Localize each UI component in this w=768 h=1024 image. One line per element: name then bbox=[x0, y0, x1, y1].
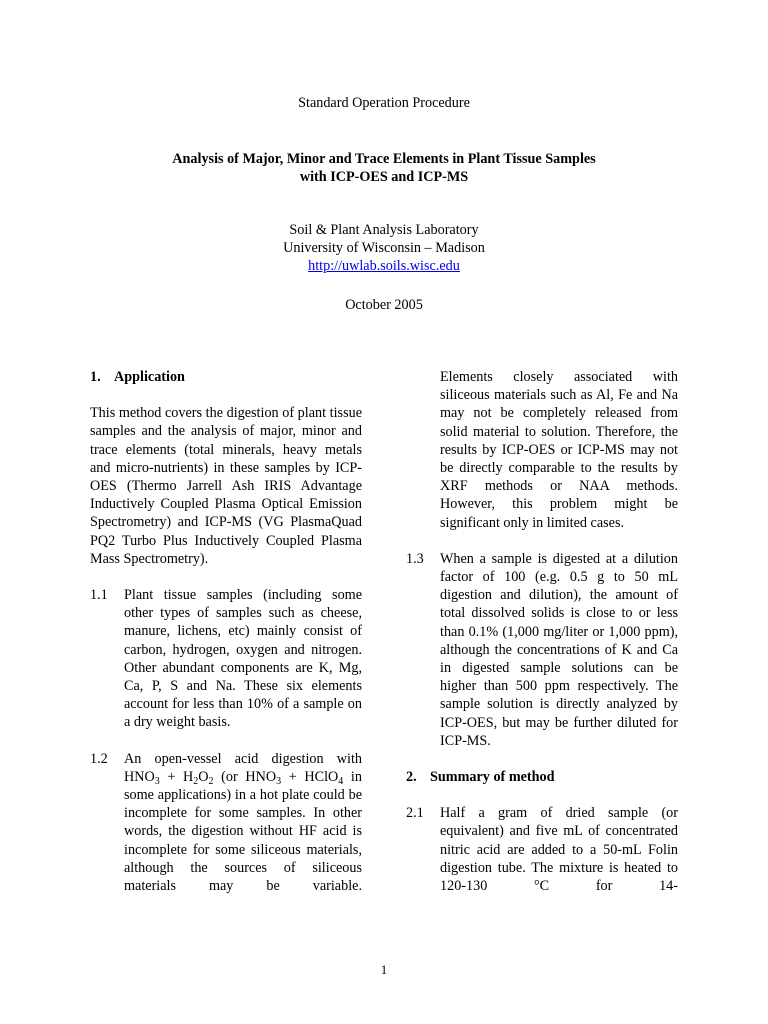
item-1-3 bbox=[406, 550, 678, 750]
document-title bbox=[0, 150, 768, 186]
lab-info bbox=[0, 221, 768, 276]
item-2-1-number: 2.1 bbox=[406, 805, 424, 822]
item-1-2-number: 1.2 bbox=[90, 750, 108, 767]
lab-name: Soil & Plant Analysis Laboratory bbox=[289, 222, 479, 238]
section-1-intro: This method covers the digestion of plant tissue samples and the analysis of major, minor and trace elements (total minerals, heavy metals and micro-nutrients) in these samples by ICP-OES (Thermo Jarrell Ash IRIS Advantage Inductively Coupled Plasma Optical Emission Spectrometry) and ICP-MS (VG PlasmaQuad PQ2 Turbo Plus Inductively Coupled Plasma Mass Spectrometry). bbox=[90, 405, 362, 567]
item-2-1 bbox=[406, 804, 678, 895]
item-1-3-number: 1.3 bbox=[406, 550, 424, 567]
item-1-1-number: 1.1 bbox=[90, 587, 108, 604]
section-1-heading bbox=[90, 368, 362, 386]
section-2-heading bbox=[406, 768, 678, 786]
left-column bbox=[90, 368, 362, 913]
section-1-number: 1. bbox=[90, 369, 101, 385]
item-2-1-text: Half a gram of dried sample (or equivalent) and five mL of concentrated nitric acid are added to a 50-mL Folin digestion tube. The mixture is heated to 120-130 °C for 14- bbox=[440, 805, 678, 895]
lab-website-link[interactable]: http://uwlab.soils.wisc.edu bbox=[308, 258, 460, 275]
document-date: October 2005 bbox=[345, 297, 423, 313]
item-1-2-continuation: Elements closely associated with siliceous materials such as Al, Fe and Na may not be completely released from solid material to solution. Therefore, the results by ICP-OES or ICP-MS may not be directly comparable to the results by XRF methods or NAA methods. However, this problem might be significant only in limited cases. bbox=[440, 369, 678, 531]
item-1-2 bbox=[90, 750, 362, 896]
section-2-title: Summary of method bbox=[430, 769, 555, 786]
item-1-2-text: An open-vessel acid digestion with $HNO_3 + H_2O_2$ (or $HNO_3$ + HClO$_4$ in some applications) in a hot plate could be incomplete for some samples. In other words, the digestion without HF acid is incomplete for some siliceous materials, although the sources of siliceous materials may be variable. bbox=[124, 750, 362, 895]
title-line-1: Analysis of Major, Minor and Trace Elements in Plant Tissue Samples bbox=[172, 151, 596, 167]
item-1-1-text: Plant tissue samples (including some other types of samples such as cheese, manure, lichens, etc) mainly consist of carbon, hydrogen, oxygen and nitrogen. Other abundant components are K, Mg, Ca, P, S and Na. These six elements account for less than 10% of a sample on a dry weight basis. bbox=[124, 587, 362, 731]
page-number: 1 bbox=[380, 962, 388, 977]
item-1-1 bbox=[90, 586, 362, 732]
item-1-3-text: When a sample is digested at a dilution factor of 100 (e.g. 0.5 g to 50 mL digestion and dilution), the amount of total dissolved solids is close to or less than 0.1% (1,000 mg/liter or 1,000 ppm), although the concentrations of K and Ca in digested sample solutions can be higher than 500 ppm respectively. The sample solution is directly analyzed by ICP-OES, but may be further diluted for ICP-MS. bbox=[440, 550, 678, 749]
institution: University of Wisconsin – Madison bbox=[283, 240, 485, 257]
section-2-number: 2. bbox=[406, 769, 417, 786]
section-1-title: Application bbox=[114, 369, 185, 385]
document-type: Standard Operation Procedure bbox=[298, 95, 470, 111]
right-column bbox=[406, 368, 678, 913]
title-line-2: with ICP-OES and ICP-MS bbox=[299, 169, 469, 186]
